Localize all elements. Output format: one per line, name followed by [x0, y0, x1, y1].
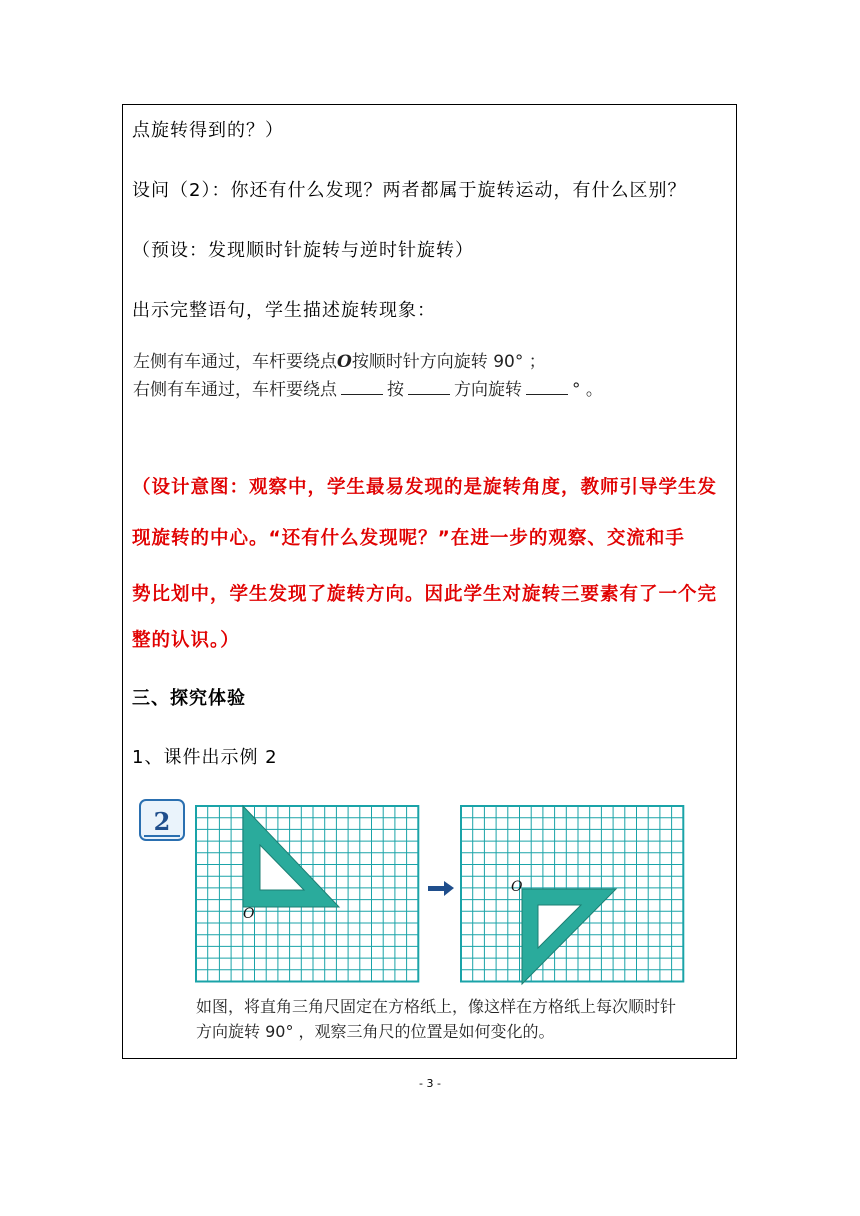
label-o-right: O	[511, 879, 523, 895]
label-o-left: O	[243, 906, 255, 922]
figure-caption: 如图，将直角三角尺固定在方格纸上，像这样在方格纸上每次顺时针 方向旋转 90° ，观察三角尺的位置是如何变化的。	[196, 997, 677, 1041]
sentence-row-1: 左侧有车通过，车杆要绕点O按顺时针方向旋转 90° ；	[133, 352, 546, 372]
text-line-4: 出示完整语句，学生描述旋转现象：	[132, 300, 436, 321]
page-number: - 3 -	[419, 1077, 441, 1090]
design-intent-2: 现旋转的中心。“还有什么发现呢？”在进一步的观察、交流和手	[132, 528, 685, 549]
text-line-3: （预设：发现顺时针旋转与逆时针旋转）	[132, 240, 474, 261]
badge-number: 2	[153, 807, 171, 836]
example-line: 1、课件出示例 2	[132, 747, 278, 768]
section-title: 三、探究体验	[132, 688, 246, 709]
sentence-row-2: 右侧有车通过，车杆要绕点 按 方向旋转 ° 。	[133, 380, 603, 400]
design-intent-3: 势比划中，学生发现了旋转方向。因此学生对旋转三要素有了一个完	[132, 584, 718, 605]
design-intent-4: 整的认识。）	[132, 630, 240, 651]
example-badge	[140, 800, 184, 840]
text-line-1: 点旋转得到的？）	[132, 120, 284, 141]
text-line-2: 设问（2）：你还有什么发现？两者都属于旋转运动，有什么区别？	[132, 180, 687, 201]
arrow-right-icon	[428, 881, 454, 896]
design-intent-1: （设计意图：观察中，学生最易发现的是旋转角度，教师引导学生发	[132, 477, 718, 498]
